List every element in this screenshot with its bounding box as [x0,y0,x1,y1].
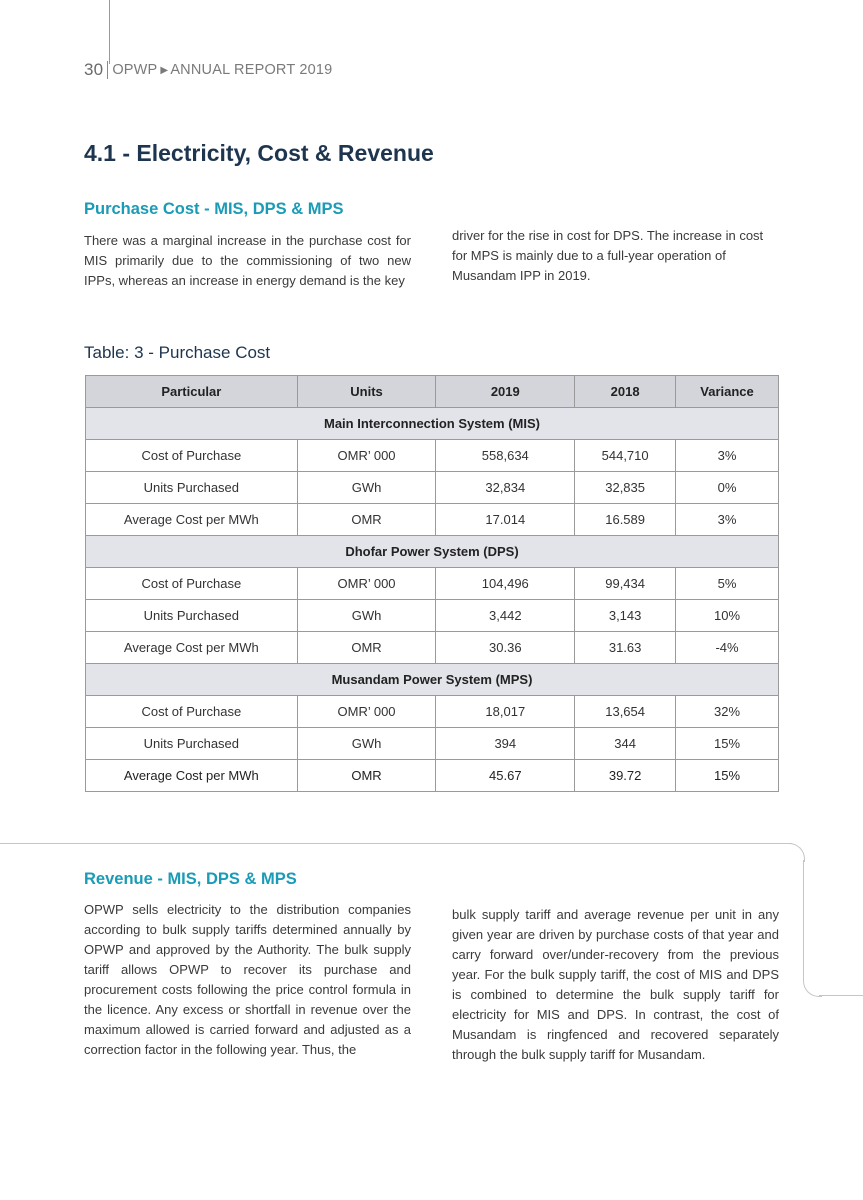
table-cell: -4% [676,632,779,664]
table-cell: 30.36 [436,632,575,664]
table-cell: 0% [676,472,779,504]
column-header: Variance [676,376,779,408]
table-cell: 39.72 [575,760,676,792]
table-cell: 32,834 [436,472,575,504]
table-cell: 31.63 [575,632,676,664]
table-header-row [86,376,779,408]
table-cell: Cost of Purchase [86,440,298,472]
section-title-cell: Musandam Power System (MPS) [86,664,779,696]
column-header: Units [297,376,436,408]
table-cell: 104,496 [436,568,575,600]
table-cell: 3,143 [575,600,676,632]
revenue-paragraph-right: bulk supply tariff and average revenue per unit in any given year are driven by purchase costs of that year and carry forward over/under-recovery from the previous year. For the bulk supply tariff, the cost of MIS and DPS is combined to determine the bulk supply tariff for electricity for MIS and DPS. In contrast, the cost of Musandam is ringfenced and recovered separately through the bulk supply tariff for Musandam. [452,907,779,1062]
table-cell: 344 [575,728,676,760]
table-cell: Cost of Purchase [86,696,298,728]
header-separator [107,61,108,79]
table-cell: GWh [297,728,436,760]
header-org: OPWP [112,62,158,78]
section-title-cell: Main Interconnection System (MIS) [86,408,779,440]
table-cell: 394 [436,728,575,760]
table-caption: Table: 3 - Purchase Cost [84,343,271,362]
purchase-cost-heading: Purchase Cost - MIS, DPS & MPS [84,200,344,218]
purchase-cost-table [85,375,779,792]
table-cell: 45.67 [436,760,575,792]
section-frame-line [0,843,792,844]
table-cell: OMR [297,504,436,536]
table-cell: 3,442 [436,600,575,632]
table-row [86,632,779,664]
section-frame-line [803,860,804,980]
table-cell: 13,654 [575,696,676,728]
table-cell: 558,634 [436,440,575,472]
table-cell: 18,017 [436,696,575,728]
table-cell: Units Purchased [86,600,298,632]
table-cell: Average Cost per MWh [86,504,298,536]
table-cell: Average Cost per MWh [86,760,298,792]
table-cell: 32% [676,696,779,728]
table-cell: Units Purchased [86,472,298,504]
table-cell: 99,434 [575,568,676,600]
section-title-cell: Dhofar Power System (DPS) [86,536,779,568]
table-cell: GWh [297,600,436,632]
table-cell: 17.014 [436,504,575,536]
table-row [86,440,779,472]
table-cell: OMR’ 000 [297,568,436,600]
table-row [86,472,779,504]
table-cell: 544,710 [575,440,676,472]
header-report-title: ANNUAL REPORT 2019 [170,62,333,78]
table-cell: 3% [676,440,779,472]
table-row [86,696,779,728]
table-row [86,504,779,536]
purchase-paragraph-left: There was a marginal increase in the purchase cost for MIS primarily due to the commissioning of two new IPPs, whereas an increase in energy demand is the key [84,233,411,288]
column-header: Particular [86,376,298,408]
section-title: 4.1 - Electricity, Cost & Revenue [84,140,434,166]
table-cell: GWh [297,472,436,504]
table-cell: OMR [297,760,436,792]
revenue-paragraph-left: OPWP sells electricity to the distribution companies according to bulk supply tariffs determined annually by OPWP and approved by the Authority. The bulk supply tariff allows OPWP to recover its purchase and procurement costs following the price control formula in the licence. Any excess or shortfall in revenue over the maximum allowed is carried forward and adjusted as a correction factor in the following year. Thus, the [84,902,411,1057]
revenue-heading: Revenue - MIS, DPS & MPS [84,870,297,888]
table-row [86,760,779,792]
table-section-row [86,664,779,696]
table-cell: OMR [297,632,436,664]
column-header: 2018 [575,376,676,408]
page-number: 30 [84,60,104,79]
table-cell: Units Purchased [86,728,298,760]
purchase-paragraph-right: driver for the rise in cost for DPS. The increase in cost for MPS is mainly due to a full-year operation of Musandam IPP in 2019. [452,228,764,283]
table-cell: 3% [676,504,779,536]
table-row [86,728,779,760]
table-cell: Cost of Purchase [86,568,298,600]
table-cell: OMR’ 000 [297,440,436,472]
table-cell: OMR’ 000 [297,696,436,728]
table-cell: 15% [676,728,779,760]
table-cell: 10% [676,600,779,632]
table-row [86,600,779,632]
table-cell: Average Cost per MWh [86,632,298,664]
table-cell: 32,835 [575,472,676,504]
table-section-row [86,536,779,568]
table-cell: 15% [676,760,779,792]
table-row [86,568,779,600]
column-header: 2019 [436,376,575,408]
triangle-right-icon: ▶ [160,64,169,76]
table-section-row [86,408,779,440]
table-cell: 5% [676,568,779,600]
header-divider-line [109,0,110,64]
section-frame-line [819,995,863,996]
table-cell: 16.589 [575,504,676,536]
page-header [84,60,332,80]
